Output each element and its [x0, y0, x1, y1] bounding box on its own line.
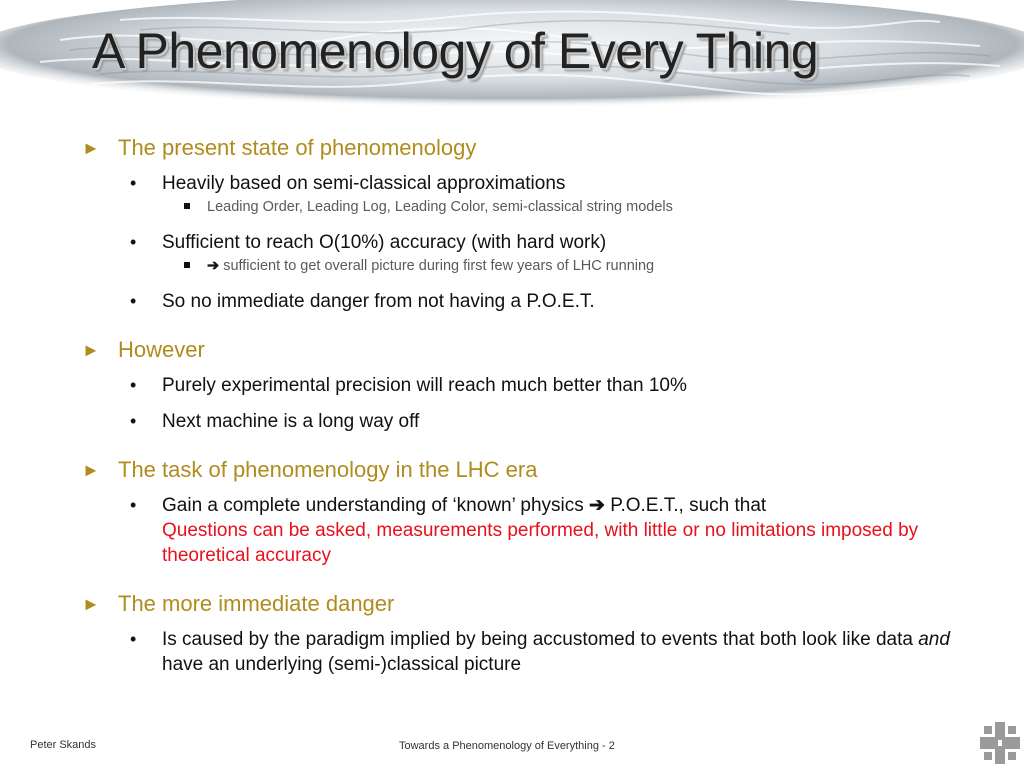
- title-banner: [0, 0, 1024, 110]
- bullet-dot-icon: •: [130, 629, 137, 649]
- section-heading-text: The more immediate danger: [118, 591, 395, 616]
- arrow-right-icon: ➔: [589, 495, 605, 516]
- triangle-right-icon: ►: [82, 340, 100, 360]
- list-item-text: P.O.E.T., such that: [610, 495, 767, 516]
- footer-talk-title: Towards a Phenomenology of Everything: [399, 740, 599, 752]
- footer-page-number: 2: [608, 740, 615, 752]
- list-item: [82, 627, 962, 677]
- section-heading-text: The present state of phenomenology: [118, 135, 477, 160]
- slide-title: A Phenomenology of Every Thing: [92, 23, 819, 79]
- section-heading-text: However: [118, 337, 205, 362]
- bullet-dot-icon: •: [130, 375, 137, 395]
- list-item-text: Gain a complete understanding of ‘known’ physics: [162, 495, 584, 516]
- sub-list-item-text: Leading Order, Leading Log, Leading Color, semi-classical string models: [207, 199, 673, 215]
- bullet-dot-icon: •: [130, 495, 137, 515]
- section-heading: [82, 456, 962, 484]
- list-item: [82, 493, 962, 568]
- list-item: [82, 230, 962, 255]
- list-item: [82, 409, 962, 434]
- square-bullet-icon: [184, 262, 190, 268]
- section-heading: [82, 336, 962, 364]
- list-item-text: Heavily based on semi-classical approximations: [162, 173, 566, 194]
- section-heading: [82, 590, 962, 618]
- fermilab-logo-icon: [980, 722, 1020, 764]
- list-item-text: Purely experimental precision will reach much better than 10%: [162, 375, 687, 396]
- bullet-dot-icon: •: [130, 291, 137, 311]
- bullet-dot-icon: •: [130, 232, 137, 252]
- list-item: [82, 289, 962, 314]
- triangle-right-icon: ►: [82, 460, 100, 480]
- list-item-text: Next machine is a long way off: [162, 411, 420, 432]
- sub-list-item: [82, 197, 962, 217]
- list-item: [82, 171, 962, 196]
- section-heading-text: The task of phenomenology in the LHC era: [118, 457, 538, 482]
- footer-author: Peter Skands: [30, 739, 97, 751]
- emphasis-text: and: [918, 629, 950, 650]
- section-heading: [82, 134, 962, 162]
- triangle-right-icon: ►: [82, 138, 100, 158]
- bullet-dot-icon: •: [130, 411, 137, 431]
- list-item-text: have an underlying (semi-)classical picture: [162, 654, 522, 675]
- list-item-text: Sufficient to reach O(10%) accuracy (with hard work): [162, 232, 607, 253]
- list-item-text: Is caused by the paradigm implied by being accustomed to events that both look like data: [162, 629, 913, 650]
- highlight-text: Questions can be asked, measurements performed, with little or no limitations imposed by theoretical accuracy: [162, 520, 919, 566]
- slide-body: [82, 134, 962, 677]
- arrow-right-icon: ➔: [207, 258, 220, 274]
- footer-separator: -: [602, 740, 606, 752]
- bullet-dot-icon: •: [130, 173, 137, 193]
- list-item-text: So no immediate danger from not having a P.O.E.T.: [162, 291, 595, 312]
- square-bullet-icon: [184, 203, 190, 209]
- sub-list-item: [82, 256, 962, 276]
- sub-list-item-text: sufficient to get overall picture during first few years of LHC running: [223, 258, 655, 274]
- triangle-right-icon: ►: [82, 594, 100, 614]
- footer-title: [399, 740, 615, 752]
- list-item: [82, 373, 962, 398]
